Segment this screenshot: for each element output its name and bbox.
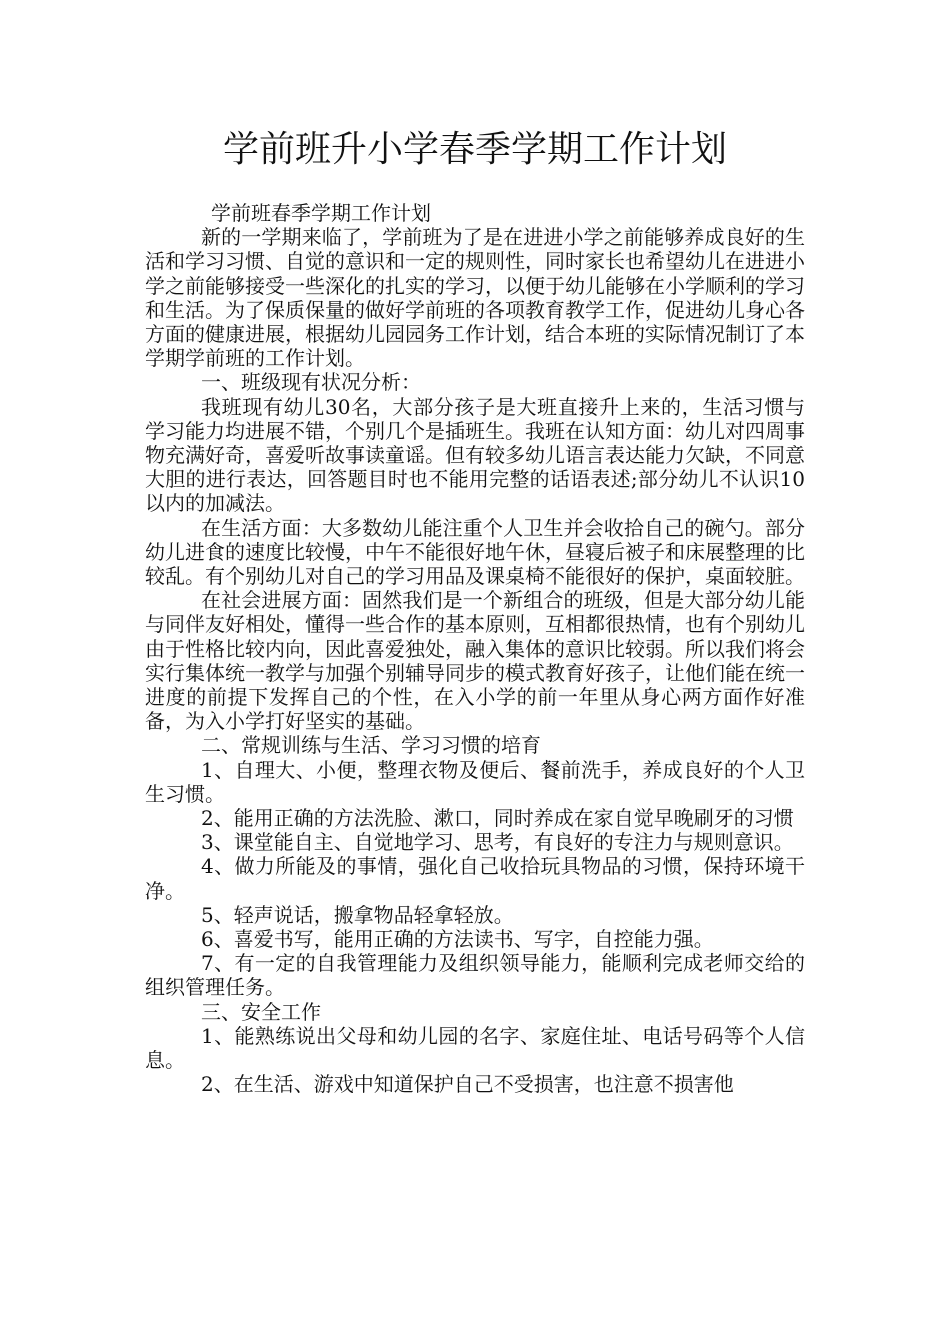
list-item: 6、喜爱书写，能用正确的方法读书、写字，自控能力强。 (201, 927, 714, 952)
paragraph-social: 在社会进展方面：固然我们是一个新组合的班级，但是大部分幼儿能与同伴友好相处，懂得一些合作的基本原则，互相都很热情，也有个别幼儿由于性格比较内向，因此喜爱独处，融入集体的意识比较弱。所以我们将会实行集体统一教学与加强个别辅导同步的模式教育好孩子，让他们能在统一进度的前提下发挥自己的个性，在入小学的前一年里从身心两方面作好准备，为入小学打好坚实的基础。 (145, 588, 805, 734)
list-item: 3、课堂能自主、自觉地学习、思考，有良好的专注力与规则意识。 (201, 830, 794, 855)
paragraph-life: 在生活方面：大多数幼儿能注重个人卫生并会收拾自己的碗勺。部分幼儿进食的速度比较慢，中午不能很好地午休，昼寝后被子和床展整理的比较乱。有个别幼儿对自己的学习用品及课桌椅不能很好的保护，桌面较脏。 (145, 515, 805, 589)
section-heading-habits: 二、常规训练与生活、学习习惯的培育 (201, 733, 541, 758)
intro-paragraph: 新的一学期来临了，学前班为了是在进进小学之前能够养成良好的生活和学习习惯、自觉的意识和一定的规则性，同时家长也希望幼儿在进进小学之前能够接受一些深化的扎实的学习，以便于幼儿能够在小学顺利的学习和生活。为了保质保量的做好学前班的各项教育教学工作，促进幼儿身心各方面的健康进展，根据幼儿园园务工作计划，结合本班的实际情况制订了本学期学前班的工作计划。 (145, 225, 805, 371)
list-item: 7、有一定的自我管理能力及组织领导能力，能顺利完成老师交给的组织管理任务。 (145, 951, 805, 1000)
list-item: 5、轻声说话，搬拿物品轻拿轻放。 (201, 902, 514, 927)
list-item: 1、自理大、小便，整理衣物及便后、餐前洗手，养成良好的个人卫生习惯。 (145, 757, 805, 806)
document-title: 学前班升小学春季学期工作计划 (222, 129, 727, 170)
list-item: 4、做力所能及的事情，强化自己收拾玩具物品的习惯，保持环境干净。 (145, 854, 805, 903)
list-item: 1、能熟练说出父母和幼儿园的名字、家庭住址、电话号码等个人信息。 (145, 1023, 805, 1073)
list-item: 2、能用正确的方法洗脸、漱口，同时养成在家自觉早晚刷牙的习惯 (201, 806, 794, 831)
paragraph-cognition: 我班现有幼儿30名，大部分孩子是大班直接升上来的，生活习惯与学习能力均进展不错，个别几个是插班生。我班在认知方面：幼儿对四周事物充满好奇，喜爱听故事读童谣。但有较多幼儿语言表达能力欠缺，不同意大胆的进行表达，回答题目时也不能用完整的话语表述;部分幼儿不认识10以内的加减法。 (145, 394, 805, 516)
list-item: 2、在生活、游戏中知道保护自己不受损害，也注意不损害他 (201, 1072, 734, 1097)
section-heading-safety: 三、安全工作 (201, 999, 321, 1024)
document-subtitle: 学前班春季学期工作计划 (211, 201, 431, 226)
section-heading-class-status: 一、班级现有状况分析： (201, 370, 421, 395)
